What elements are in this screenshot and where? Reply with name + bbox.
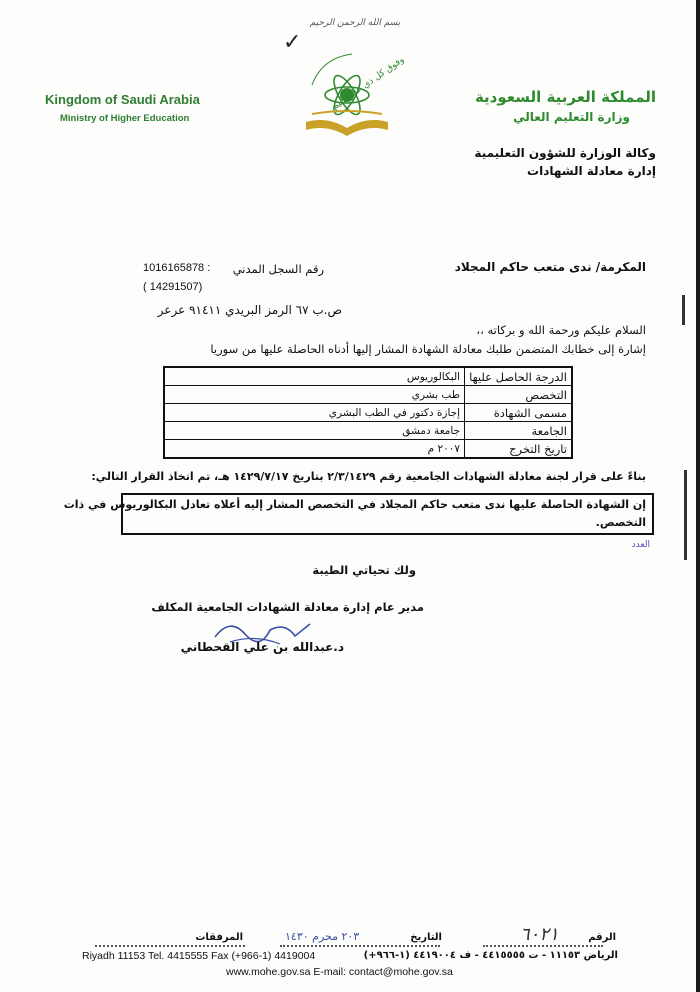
number-field [483, 945, 603, 947]
date-label: التاريخ [410, 932, 442, 943]
ar-ministry: وزارة التعليم العالي [513, 110, 630, 124]
footer-web-email: www.mohe.gov.sa E-mail: contact@mohe.gov.sa [226, 966, 453, 978]
decision-line-1: إن الشهادة الحاصلة عليها ندى متعب حاكم المجلاد في التخصص المشار إليه أعلاه تعادل البكالوريوس في ذات [63, 498, 646, 511]
decision-line-2: التخصص. [595, 516, 646, 529]
table-label: الدرجة الحاصل عليها [465, 367, 572, 386]
table-row [164, 404, 572, 422]
decision-box [63, 493, 654, 535]
en-kingdom: Kingdom of Saudi Arabia [45, 92, 200, 107]
table-row [164, 367, 572, 386]
decision-intro: بناءً على قرار لجنة معادلة الشهادات الجامعية رقم ٢/٣/١٤٢٩ بتاريخ ١٤٢٩/٧/١٧ هـ، تم اتخاذ القرار التالي: [91, 470, 646, 483]
postal-address: ص.ب ٦٧ الرمز البريدي ٩١٤١١ عرعر [157, 303, 342, 317]
table-value: جامعة دمشق [164, 422, 465, 440]
table-label: تاريخ التخرج [465, 440, 572, 459]
number-label: الرقم [588, 932, 616, 943]
table-label: التخصص [465, 386, 572, 404]
ar-department: إدارة معادلة الشهادات [527, 164, 656, 178]
ministry-logo [292, 40, 402, 140]
civil-record-label: رقم السجل المدني [232, 262, 324, 276]
date-value: ٢٠٣ محرم ١٤٣٠ [285, 930, 360, 943]
civil-record-number: 1016165878 : [143, 262, 211, 274]
table-row [164, 440, 572, 459]
en-ministry: Ministry of Higher Education [60, 113, 190, 124]
recipient-name: المكرمة/ ندى متعب حاكم المجلاد [454, 260, 646, 274]
bismillah: بسم الله الرحمن الرحيم [309, 18, 401, 28]
table-row [164, 422, 572, 440]
signatory-name: د.عبدالله بن علي القحطاني [180, 640, 344, 654]
signatory-title: مدير عام إدارة معادلة الشهادات الجامعية المكلف [151, 600, 424, 614]
footer-ar-address: الرياض ١١١٥٣ - ت ٤٤١٥٥٥٥ - ف ٤٤١٩٠٠٤ (١-٩٦٦+) [363, 950, 618, 961]
intro-text: إشارة إلى خطابك المتضمن طلبك معادلة الشهادة المشار إليها أدناه الحاصلة عليها من سوريا [210, 342, 646, 356]
attachments-label: المرفقات [195, 932, 243, 943]
table-value: ٢٠٠٧ م [164, 440, 465, 459]
attachments-field [95, 945, 245, 947]
closing: ولك تحياتي الطيبة [312, 563, 416, 577]
certificate-table [163, 366, 573, 459]
ar-kingdom: المملكة العربية السعودية [474, 88, 656, 106]
date-field [280, 945, 440, 947]
ar-agency: وكالة الوزارة للشؤون التعليمية [474, 146, 656, 160]
scan-mark [682, 295, 685, 325]
greeting: السلام عليكم ورحمة الله و بركاته ،، [476, 323, 646, 337]
table-value: البكالوريوس [164, 367, 465, 386]
number-value: ٦٠٢١ [520, 924, 559, 945]
reference-number: ( 14291507) [143, 281, 203, 293]
scan-edge [696, 0, 700, 992]
tick-mark: ✓ [283, 30, 302, 55]
logo-motto: وفوق كل ذي علم عليم [330, 54, 407, 113]
table-value: إجازة دكتور في الطب البشري [164, 404, 465, 422]
table-label: الجامعة [465, 422, 572, 440]
table-value: طب بشري [164, 386, 465, 404]
table-label: مسمى الشهادة [465, 404, 572, 422]
small-mark: العدد [631, 540, 650, 550]
scan-mark [684, 470, 687, 560]
footer-en-address: Riyadh 11153 Tel. 4415555 Fax (+966-1) 4419004 [82, 950, 316, 962]
table-row [164, 386, 572, 404]
